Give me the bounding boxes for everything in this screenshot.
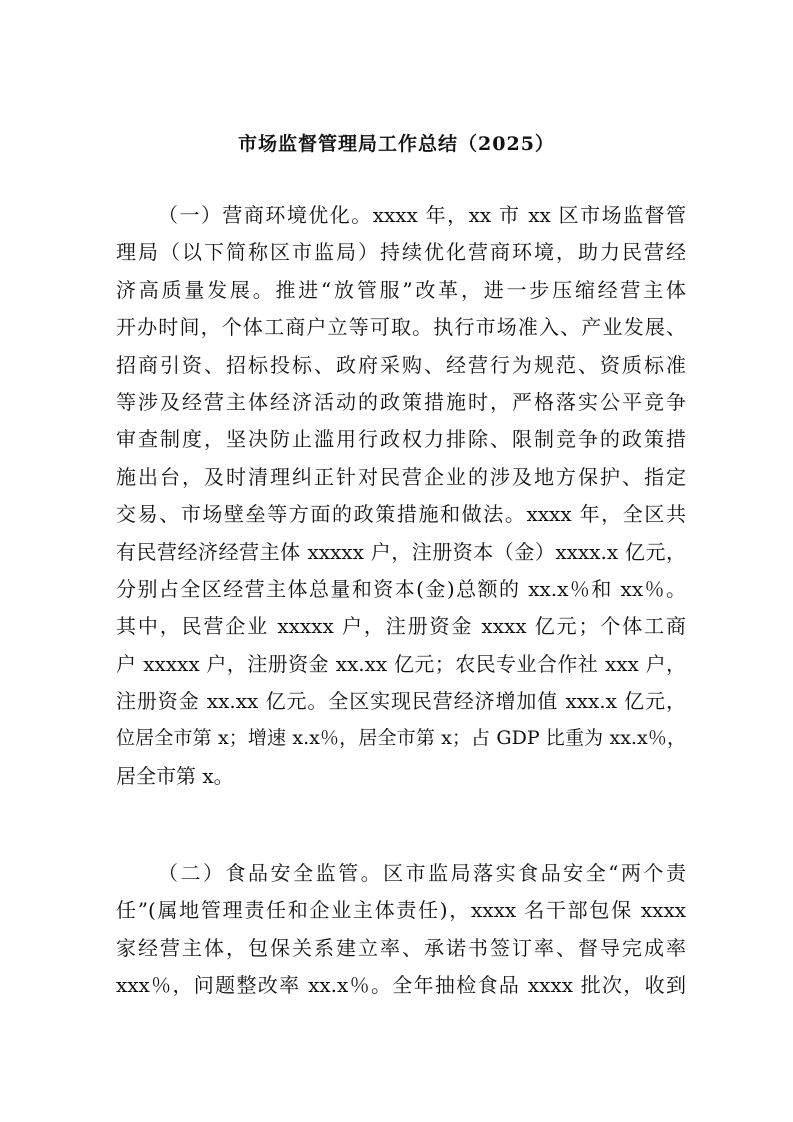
paragraph-food-safety bbox=[116, 855, 686, 1005]
text-line: 居全市第 x。 bbox=[116, 763, 234, 788]
text-line: 家经营主体，包保关系建立率、承诺书签订率、督导完成率 bbox=[116, 935, 686, 960]
text-line: 任”(属地管理责任和企业主体责任)，xxxx 名干部包保 xxxx bbox=[116, 898, 686, 923]
text-line: 其中，民营企业 xxxxx 户，注册资金 xxxx 亿元；个体工商 bbox=[116, 614, 686, 639]
text-line: 等涉及经营主体经济活动的政策措施时，严格落实公平竞争 bbox=[116, 389, 686, 414]
text-line: （一）营商环境优化。xxxx 年，xx 市 xx 区市场监督管 bbox=[158, 203, 686, 227]
text-line: 开办时间，个体工商户立等可取。执行市场准入、产业发展、 bbox=[116, 315, 686, 340]
document-title: 市场监督管理局工作总结（2025） bbox=[238, 133, 555, 155]
text-line: 注册资金 xx.xx 亿元。全区实现民营经济增加值 xxx.x 亿元， bbox=[116, 689, 686, 714]
text-line: 交易、市场壁垒等方面的政策措施和做法。xxxx 年，全区共 bbox=[116, 502, 686, 527]
paragraph-business-environment bbox=[116, 197, 686, 795]
text-line: xxx％，问题整改率 xx.x％。全年抽检食品 xxxx 批次，收到 bbox=[116, 973, 686, 998]
text-line: 施出台，及时清理纠正针对民营企业的涉及地方保护、指定 bbox=[116, 464, 686, 489]
text-line: 户 xxxxx 户，注册资金 xx.xx 亿元；农民专业合作社 xxx 户， bbox=[116, 651, 686, 676]
text-line: 理局（以下简称区市监局）持续优化营商环境，助力民营经 bbox=[116, 240, 686, 265]
text-line: 招商引资、招标投标、政府采购、经营行为规范、资质标准 bbox=[116, 352, 686, 377]
text-line: 位居全市第 x；增速 x.x％，居全市第 x；占 GDP 比重为 xx.x％， bbox=[116, 727, 686, 750]
text-line: 有民营经济经营主体 xxxxx 户，注册资本（金）xxxx.x 亿元， bbox=[116, 539, 686, 564]
text-line: 济高质量发展。推进“放管服”改革，进一步压缩经营主体 bbox=[116, 277, 686, 302]
text-line: 分别占全区经营主体总量和资本(金)总额的 xx.x％和 xx％。 bbox=[116, 576, 686, 601]
text-line: 审查制度，坚决防止滥用行政权力排除、限制竞争的政策措 bbox=[116, 427, 686, 452]
text-line: （二）食品安全监管。区市监局落实食品安全“两个责 bbox=[158, 861, 686, 885]
